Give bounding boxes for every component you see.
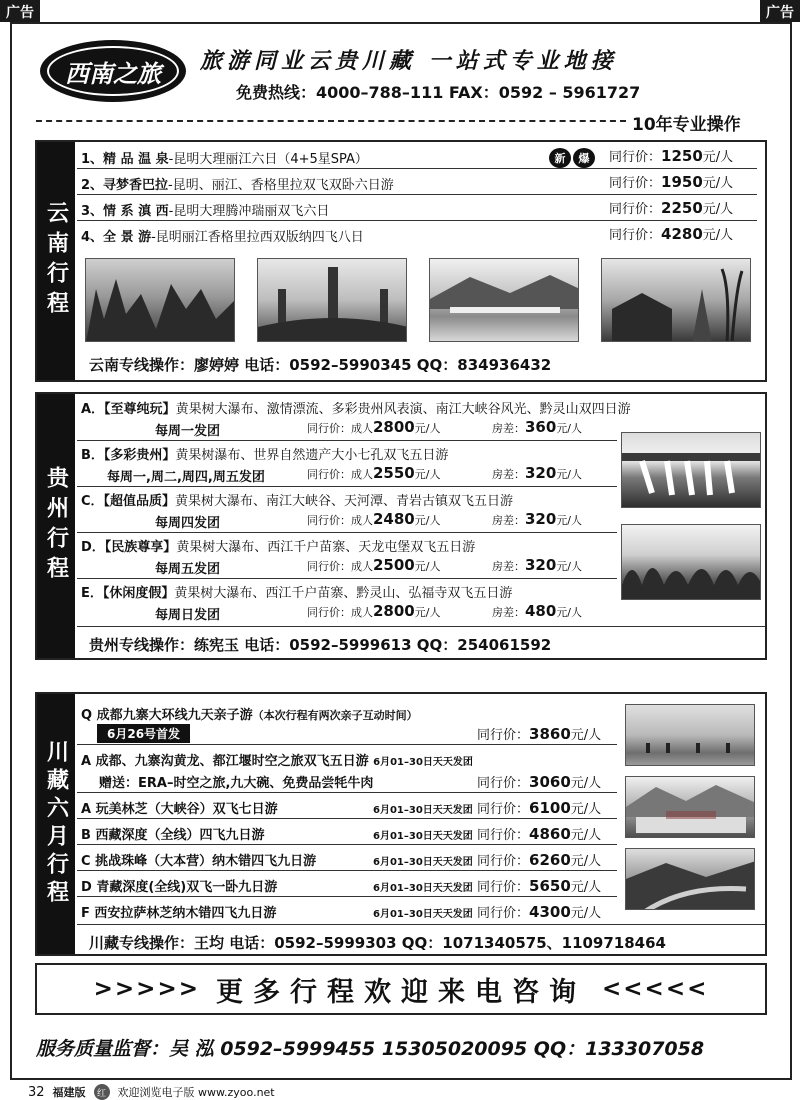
room-label: 房差： bbox=[492, 422, 525, 435]
guizhou-route-d bbox=[81, 536, 475, 555]
price-unit: 元/人 bbox=[570, 828, 602, 843]
route-code: B bbox=[81, 828, 91, 843]
price-value: 1250 bbox=[661, 147, 703, 165]
divider bbox=[77, 220, 757, 221]
route-name: 青藏深度(全线)双飞一卧九日游 bbox=[96, 880, 278, 895]
price-unit: 元/人 bbox=[570, 776, 602, 791]
route-code: C．【超值品质】 bbox=[81, 494, 176, 509]
tibet-route-a bbox=[81, 798, 278, 817]
guizhou-route-b bbox=[81, 444, 448, 463]
room-value: 320 bbox=[525, 464, 557, 482]
room-label: 房差： bbox=[492, 514, 525, 527]
divider bbox=[77, 486, 617, 487]
price-value: 6260 bbox=[529, 851, 571, 869]
more-routes-text: 更多行程欢迎来电咨询 bbox=[216, 976, 586, 1008]
yunnan-route-3 bbox=[81, 200, 329, 219]
route-code: C bbox=[81, 854, 91, 869]
tibet-price-d bbox=[477, 876, 601, 895]
price-unit: 元/人 bbox=[414, 606, 441, 619]
tibet-route-c bbox=[81, 850, 316, 869]
price-label: 同行价： bbox=[477, 906, 530, 921]
footer bbox=[28, 1084, 275, 1100]
new-badge: 新 bbox=[549, 148, 571, 168]
route-code: 2、寻梦香巴拉 bbox=[81, 178, 169, 193]
route-code: B．【多彩贵州】 bbox=[81, 448, 176, 463]
guizhou-price-c bbox=[307, 510, 440, 528]
tibet-price-a bbox=[477, 798, 601, 817]
price-label: 同行价： bbox=[609, 202, 662, 217]
route-desc: -昆明、丽江、香格里拉双飞双卧六日游 bbox=[168, 178, 394, 193]
dai-temple-photo bbox=[601, 258, 751, 342]
divider bbox=[77, 844, 617, 845]
divider bbox=[77, 532, 617, 533]
yunnan-price-2 bbox=[609, 172, 733, 191]
route-desc: -昆明大理丽江六日（4+5星SPA） bbox=[168, 152, 368, 167]
divider bbox=[77, 578, 617, 579]
price-unit: 元/人 bbox=[702, 202, 734, 217]
price-label: 同行价： bbox=[609, 150, 662, 165]
chuanzang-side-text: 川藏六月行程 bbox=[43, 740, 69, 908]
guizhou-price-b bbox=[307, 464, 440, 482]
divider bbox=[77, 924, 765, 925]
tibet-price-b bbox=[477, 824, 601, 843]
stone-forest-photo bbox=[85, 258, 235, 342]
room-unit: 元/人 bbox=[556, 468, 583, 481]
a-price bbox=[477, 772, 601, 791]
tibet-route-d bbox=[81, 876, 277, 895]
route-code: F bbox=[81, 906, 90, 921]
price-label: 同行价：成人 bbox=[307, 468, 373, 481]
ad-tag-left: 广告 bbox=[0, 0, 40, 22]
guizhou-price-a bbox=[307, 418, 440, 436]
ad-tag-right: 广告 bbox=[760, 0, 800, 22]
hot-badge: 爆 bbox=[573, 148, 595, 168]
price-unit: 元/人 bbox=[570, 854, 602, 869]
route-desc: 黄果树瀑布、世界自然遗产大小七孔双飞五日游 bbox=[175, 448, 449, 463]
price-label: 同行价：成人 bbox=[307, 606, 373, 619]
brand-logo-icon: 红 bbox=[94, 1084, 110, 1100]
more-routes-bar bbox=[35, 963, 767, 1015]
waterfall-photo bbox=[621, 432, 761, 508]
route-desc: -昆明大理腾冲瑞丽双飞六日 bbox=[168, 204, 330, 219]
route-desc: 黄果树大瀑布、西江千户苗寨、黔灵山、弘福寺双飞五日游 bbox=[174, 586, 513, 601]
divider bbox=[77, 896, 617, 897]
price-label: 同行价： bbox=[477, 776, 530, 791]
route-code: 1、精 品 温 泉 bbox=[81, 152, 169, 167]
hotline: 免费热线：4000–788–111 FAX：0592 – 5961727 bbox=[236, 83, 641, 102]
river-icon bbox=[626, 849, 755, 910]
palace-icon bbox=[626, 777, 755, 838]
route-desc: 黄果树大瀑布、西江千户苗寨、天龙屯堡双飞五日游 bbox=[176, 540, 476, 555]
hills-icon bbox=[622, 525, 761, 600]
guizhou-route-c bbox=[81, 490, 513, 509]
people-icon bbox=[626, 705, 755, 766]
price-label: 同行价：成人 bbox=[307, 514, 373, 527]
chuanzang-contact: 川藏专线操作：王均 电话：0592–5999303 QQ：1071340575、1109718464 bbox=[89, 934, 666, 952]
tibet-price-c bbox=[477, 850, 601, 869]
route-schedule: 6月01–30日天天发团 bbox=[373, 857, 473, 868]
yunnan-route-4 bbox=[81, 226, 364, 245]
divider bbox=[77, 870, 617, 871]
price-value: 4280 bbox=[661, 225, 703, 243]
section-guizhou bbox=[35, 392, 767, 660]
karst-hills-photo bbox=[621, 524, 761, 600]
divider bbox=[77, 792, 617, 793]
route-code: A bbox=[81, 802, 92, 817]
browse-link[interactable]: 欢迎浏览电子版 www.zyoo.net bbox=[117, 1086, 275, 1099]
guizhou-route-a bbox=[81, 398, 631, 417]
guizhou-room-c bbox=[492, 510, 582, 528]
q-start-badge: 6月26号首发 bbox=[97, 724, 190, 743]
schedule: 每周日发团 bbox=[155, 608, 221, 623]
schedule: 每周一,周二,周四,周五发团 bbox=[107, 470, 265, 485]
left-chevrons-icon: <<<<< bbox=[602, 976, 709, 1002]
price-value: 2800 bbox=[373, 418, 415, 436]
stone-forest-icon bbox=[86, 259, 235, 342]
guizhou-room-d bbox=[492, 556, 582, 574]
dotted-divider bbox=[36, 120, 626, 122]
yunnan-contact: 云南专线操作：廖婷婷 电话：0592–5990345 QQ：834936432 bbox=[89, 356, 552, 374]
divider bbox=[77, 168, 757, 169]
price-unit: 元/人 bbox=[414, 422, 441, 435]
logo-text: 西南之旅 bbox=[47, 46, 179, 96]
yunnan-side-label bbox=[37, 142, 75, 380]
yunnan-price-1 bbox=[609, 146, 733, 165]
route-code: 4、全 景 游 bbox=[81, 230, 152, 245]
price-value: 1950 bbox=[661, 173, 703, 191]
mountain-icon bbox=[430, 259, 579, 342]
q-title bbox=[81, 704, 418, 723]
a-schedule: 6月01–30日天天发团 bbox=[373, 757, 473, 768]
route-desc: -昆明丽江香格里拉西双版纳四飞八日 bbox=[151, 230, 364, 245]
page-number: 32 bbox=[28, 1084, 45, 1100]
divider bbox=[77, 818, 617, 819]
price-label: 同行价： bbox=[477, 728, 530, 743]
route-code: E．【休闲度假】 bbox=[81, 586, 175, 601]
price-unit: 元/人 bbox=[702, 176, 734, 191]
guizhou-side-label bbox=[37, 394, 75, 658]
price-unit: 元/人 bbox=[570, 906, 602, 921]
pagoda-icon bbox=[258, 259, 407, 342]
price-value: 4300 bbox=[529, 903, 571, 921]
price-value: 2800 bbox=[373, 602, 415, 620]
divider bbox=[77, 194, 757, 195]
room-unit: 元/人 bbox=[556, 606, 583, 619]
price-unit: 元/人 bbox=[570, 880, 602, 895]
tibet-price-f bbox=[477, 902, 601, 921]
room-unit: 元/人 bbox=[556, 514, 583, 527]
divider bbox=[77, 440, 617, 441]
price-label: 同行价： bbox=[609, 176, 662, 191]
room-unit: 元/人 bbox=[556, 560, 583, 573]
yunnan-price-3 bbox=[609, 198, 733, 217]
price-unit: 元/人 bbox=[570, 728, 602, 743]
room-value: 320 bbox=[525, 556, 557, 574]
schedule: 每周五发团 bbox=[155, 562, 221, 577]
route-code: A．【至尊纯玩】 bbox=[81, 402, 176, 417]
route-name: 西藏深度（全线）四飞九日游 bbox=[95, 828, 265, 843]
section-chuanzang bbox=[35, 692, 767, 956]
route-code: 3、情 系 滇 西 bbox=[81, 204, 169, 219]
price-label: 同行价： bbox=[609, 228, 662, 243]
tibet-route-f bbox=[81, 902, 276, 921]
guizhou-room-a bbox=[492, 418, 582, 436]
section-yunnan bbox=[35, 140, 767, 382]
river-valley-photo bbox=[625, 848, 755, 910]
tagline: 10年专业操作 bbox=[632, 115, 741, 135]
temple-icon bbox=[602, 259, 751, 342]
lake-village-photo bbox=[429, 258, 579, 342]
price-value: 2480 bbox=[373, 510, 415, 528]
a-gift: 赠送：ERA–时空之旅,九大碗、免费品尝牦牛肉 bbox=[99, 776, 374, 791]
tibet-route-b bbox=[81, 824, 264, 843]
price-label: 同行价：成人 bbox=[307, 422, 373, 435]
chuanzang-side-label bbox=[37, 694, 75, 954]
a-title bbox=[81, 750, 473, 769]
price-value: 5650 bbox=[529, 877, 571, 895]
q-note: （本次行程有两次亲子互动时间） bbox=[252, 709, 418, 722]
slogan: 旅游同业云贵川藏 一站式专业地接 bbox=[200, 48, 618, 74]
schedule: 每周一发团 bbox=[155, 424, 221, 439]
right-chevrons-icon: >>>>> bbox=[93, 976, 200, 1002]
price-unit: 元/人 bbox=[570, 802, 602, 817]
room-value: 320 bbox=[525, 510, 557, 528]
yunnan-price-4 bbox=[609, 224, 733, 243]
guizhou-side-text: 贵州行程 bbox=[43, 466, 69, 586]
price-value: 4860 bbox=[529, 825, 571, 843]
room-label: 房差： bbox=[492, 560, 525, 573]
yunnan-route-2 bbox=[81, 174, 394, 193]
price-unit: 元/人 bbox=[702, 150, 734, 165]
tibet-palace-photo bbox=[625, 776, 755, 838]
room-value: 480 bbox=[525, 602, 557, 620]
divider bbox=[77, 744, 617, 745]
room-value: 360 bbox=[525, 418, 557, 436]
waterfall-icon bbox=[622, 433, 761, 508]
guizhou-contact: 贵州专线操作：练宪玉 电话：0592–5999613 QQ：254061592 bbox=[89, 636, 552, 654]
route-desc: 黄果树大瀑布、南江大峡谷、天河潭、青岩古镇双飞五日游 bbox=[175, 494, 514, 509]
q-price bbox=[477, 724, 601, 743]
guizhou-route-e bbox=[81, 582, 512, 601]
route-name: 西安拉萨林芝纳木错四飞九日游 bbox=[94, 906, 277, 921]
price-value: 3860 bbox=[529, 725, 571, 743]
price-unit: 元/人 bbox=[414, 514, 441, 527]
route-desc: 黄果树大瀑布、激情漂流、多彩贵州风表演、南江大峡谷风光、黔灵山双四日游 bbox=[175, 402, 631, 417]
route-schedule: 6月01–30日天天发团 bbox=[373, 909, 473, 920]
price-unit: 元/人 bbox=[414, 468, 441, 481]
lakeside-people-photo bbox=[625, 704, 755, 766]
edition-label: 福建版 bbox=[52, 1086, 86, 1099]
room-label: 房差： bbox=[492, 468, 525, 481]
price-label: 同行价：成人 bbox=[307, 560, 373, 573]
q-title-text: Q 成都九寨大环线九天亲子游 bbox=[81, 708, 253, 723]
divider bbox=[77, 626, 765, 627]
price-label: 同行价： bbox=[477, 880, 530, 895]
yunnan-route-1 bbox=[81, 148, 368, 167]
price-value: 6100 bbox=[529, 799, 571, 817]
three-pagodas-photo bbox=[257, 258, 407, 342]
guizhou-price-e bbox=[307, 602, 440, 620]
price-label: 同行价： bbox=[477, 802, 530, 817]
route-schedule: 6月01–30日天天发团 bbox=[373, 831, 473, 842]
guizhou-room-b bbox=[492, 464, 582, 482]
price-value: 2500 bbox=[373, 556, 415, 574]
room-label: 房差： bbox=[492, 606, 525, 619]
route-name: 玩美林芝（大峡谷）双飞七日游 bbox=[95, 802, 278, 817]
price-label: 同行价： bbox=[477, 828, 530, 843]
schedule: 每周四发团 bbox=[155, 516, 221, 531]
price-label: 同行价： bbox=[477, 854, 530, 869]
price-unit: 元/人 bbox=[702, 228, 734, 243]
route-code: D．【民族尊享】 bbox=[81, 540, 177, 555]
route-schedule: 6月01–30日天天发团 bbox=[373, 883, 473, 894]
room-unit: 元/人 bbox=[556, 422, 583, 435]
price-unit: 元/人 bbox=[414, 560, 441, 573]
yunnan-side-text: 云南行程 bbox=[43, 201, 69, 321]
route-schedule: 6月01–30日天天发团 bbox=[373, 805, 473, 816]
quality-supervision: 服务质量监督：吴 泓 0592–5999455 15305020095 QQ：133307058 bbox=[36, 1038, 705, 1060]
price-value: 2250 bbox=[661, 199, 703, 217]
guizhou-price-d bbox=[307, 556, 440, 574]
route-name: 挑战珠峰（大本营）纳木错四飞九日游 bbox=[95, 854, 317, 869]
route-code: D bbox=[81, 880, 92, 895]
guizhou-room-e bbox=[492, 602, 582, 620]
a-title-text: A 成都、九寨沟黄龙、都江堰时空之旅双飞五日游 bbox=[81, 754, 369, 769]
price-value: 3060 bbox=[529, 773, 571, 791]
logo bbox=[40, 40, 186, 102]
price-value: 2550 bbox=[373, 464, 415, 482]
